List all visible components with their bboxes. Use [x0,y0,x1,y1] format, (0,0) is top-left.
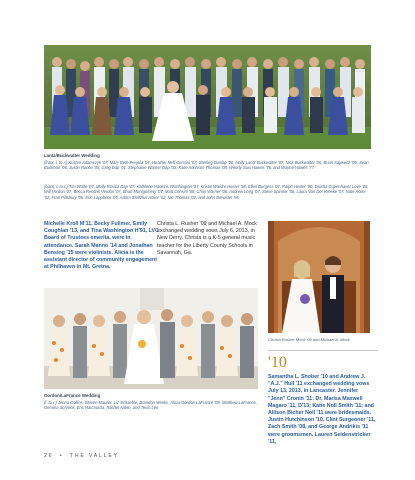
photo-gordon-lafrance-wedding [44,288,258,389]
caption-title-lantz-buckwalter: Lantz/Buckwalter Wedding [44,153,100,158]
page-number: 26 [44,453,54,459]
caption-gordon-lafrance: (l. to r.) Jenna Collins, Steven Maurer, Liz Schaeble, Brandon Meeks, Alicia Gordon LaFrance '09, Matthew LaFrance, Gemma Schreck, Eric Harcnurda, Rachel Alden, and Tevin Lee [44,400,258,411]
photo-rusher-mock-couple [268,221,370,333]
caption-title-gordon-lafrance: Gordon/LaFrance Wedding [44,393,101,398]
caption-front-row: (front, l. to r.) Kristen Adamczyk '07, Mary Beth Penjola '07, Heather Neff Censini '07, Sterling Dunlap '06, Holly Lantz Buckwalter '07, Nick Buckwalter '05, Brian Sajewicz '05, Sean Bunkhart '06, Justin Rance '05, Greg Dap '01, Stephanie Warner Dap '03, Katie Atkinson Thomas '08, Wendy Susi Hawes '76, and Wayne Hawes '77 [44,160,369,171]
column-2-paragraph: Christa L. Rusher '09 and Michael A. Mock exchanged wedding vows July 6, 2013, in New Derry. Christa is a K-5 general music teacher for the Liberty County Schools in Savannah, Ga. [157,221,257,256]
footer-separator: • [59,453,64,459]
hl-name: Michelle Kroll M'11, Becky Fullmer, Emily Coughlan '13, and Tina Washington H'91, LVC Board of Trustees emerita, were in attendance. Sarah Manno '14 and Jonathan Bensing '15 were violinists. Alicia is the assistant director of community engagement at Philhaven in Mt. Gretna. [44,221,159,271]
class-year-heading: '10 [268,354,287,371]
caption-couple: Christa Rusher Mock '09 and Michael A. Mock [268,337,350,342]
column-3-paragraph [268,374,376,446]
column-1-paragraph [44,221,161,271]
hl-names-2010: Samantha L. Shober '10 and Andrew J. "A.J." Hull '11 exchanged wedding vows July 13, 2013, in Lancaster. Jennifer "Jenn" Cronin '11; Dr. Marisa Maxwell Magaro '11, D'13; Katie Noll Smith '11; and Allison Bicher Noll '11 were bridesmaids. Justin Hutchinson '10, Clint Surgeoner '11, Zach Smith '08, and George Andrikis '11 were groomsmen. Lauren Seidenstricker '11, [268,374,376,445]
section-divider [268,350,378,351]
magazine-name: THE VALLEY [69,453,119,459]
page-footer [44,453,119,459]
photo-lantz-buckwalter-wedding [44,45,371,149]
caption-back-row: (back, l. to r.) Tim Wolfe '07, Molly Rosica Dap '07, Kathlene Hankins Worthington '07, Kristin Waldre Hester '98, Ellen Burgess '07, Ralph Hester '90, Daisha Copenhaver Love '06, Will Verdon '07, Becca Rentzel Verdon '07, Brian Montgomery '07, Matt Censini '08, Chris Warner '06, Andrew Long '07, Steve Spinner '06, Laura Van Der Kreeke '07, Nate Acker '02, Fran Pillsbury '06, Eric Lappbeck '05, Adam Stoltzfus Acker '02, Nic Thomas '02, and John Brewster '96 [44,184,369,200]
